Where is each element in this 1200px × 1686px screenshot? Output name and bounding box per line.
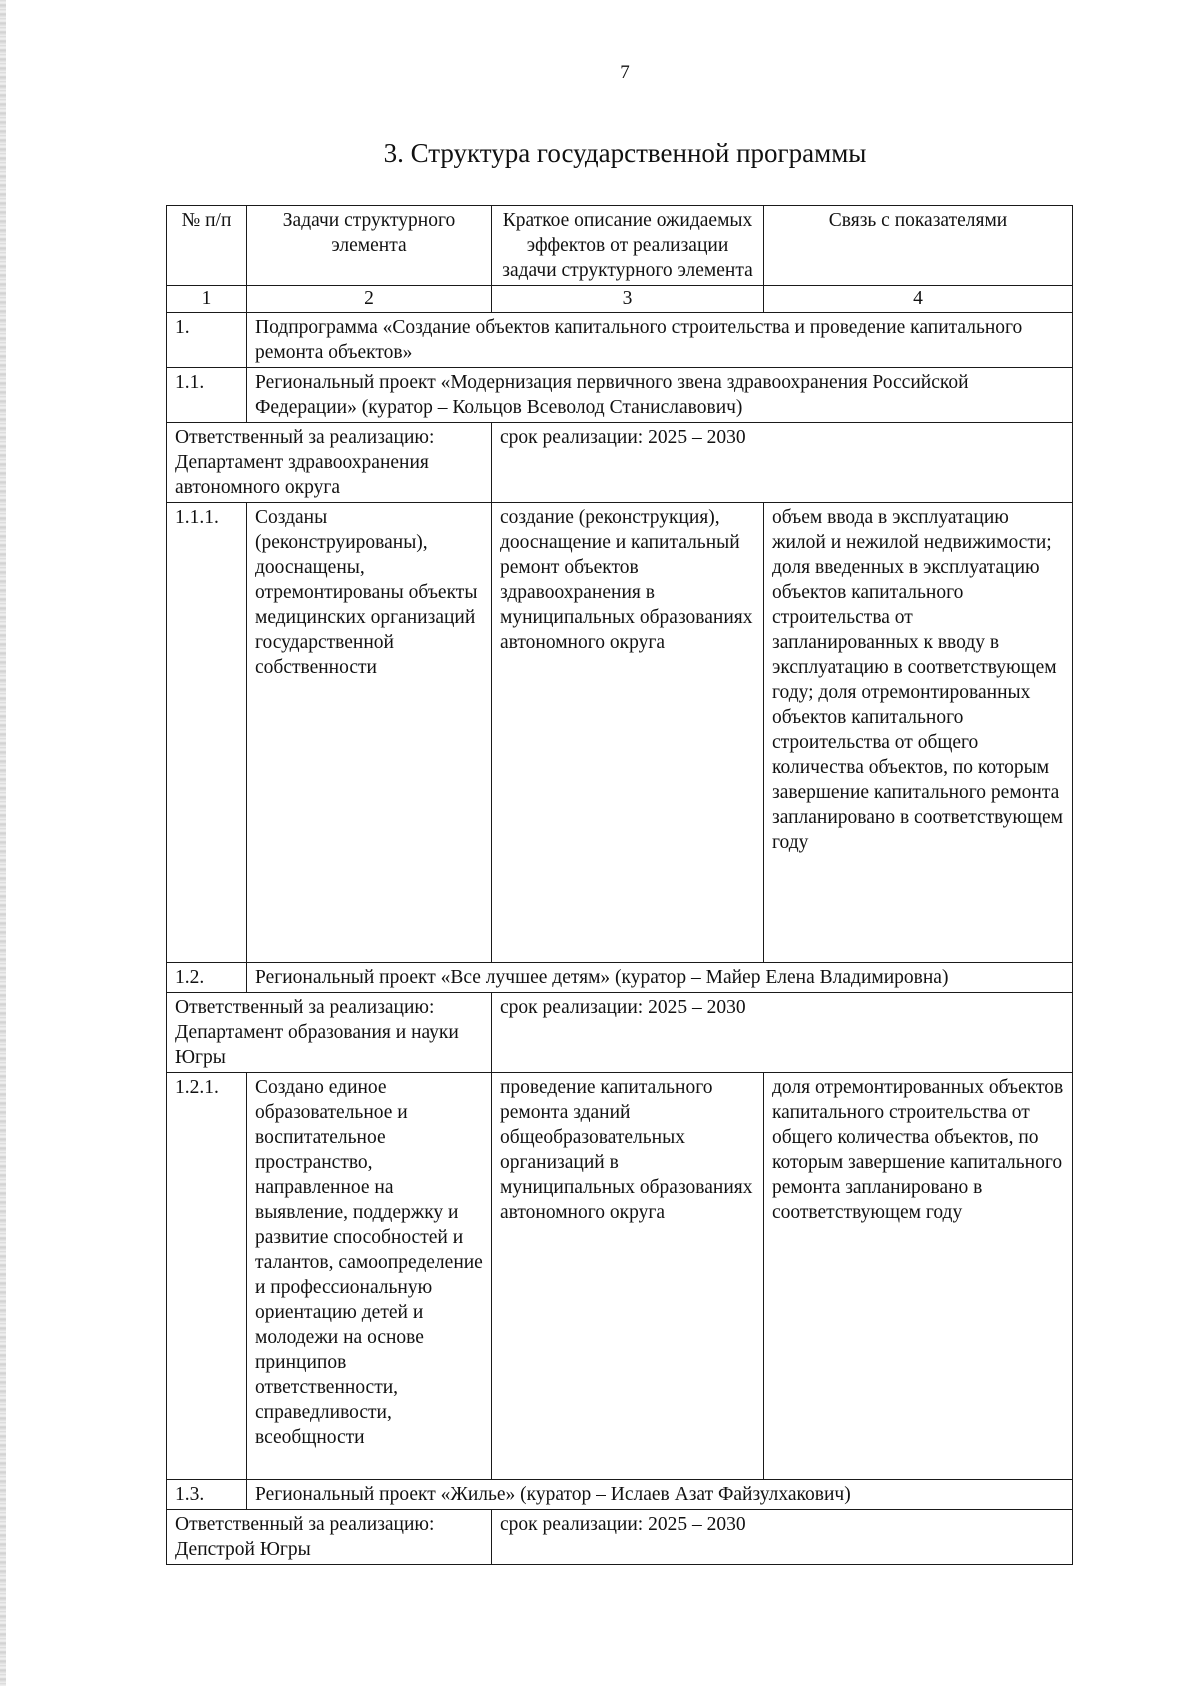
column-number: 1 [167,286,247,313]
header-number: № п/п [167,206,247,286]
term-cell: срок реализации: 2025 – 2030 [492,423,1073,503]
responsible-row [167,1510,1073,1565]
column-number-row [167,286,1073,313]
header-row [167,206,1073,286]
project-code: 1.2. [167,963,247,993]
task-indicators: объем ввода в эксплуатацию жилой и нежилой недвижимости; доля введенных в эксплуатацию объектов капитального строительства от запланированных к вводу в эксплуатацию в соответствующем году; доля отремонтированных объектов капитального строительства от общего количества объектов, по которым завершение капитального ремонта запланировано в соответствующем году [764,503,1073,963]
task-indicators: доля отремонтированных объектов капитального строительства от общего количества объектов, по которым завершение капитального ремонта запланировано в соответствующем году [764,1073,1073,1480]
subprogram-code: 1. [167,313,247,368]
responsible-cell: Ответственный за реализацию: Департамент здравоохранения автономного округа [167,423,492,503]
responsible-row [167,993,1073,1073]
task-row [167,503,1073,963]
task-code: 1.1.1. [167,503,247,963]
project-code: 1.3. [167,1480,247,1510]
task-description: Созданы (реконструированы), дооснащены, отремонтированы объекты медицинских организаций государственной собственности [247,503,492,963]
section-title: 3. Структура государственной программы [383,138,867,168]
task-description: Создано единое образовательное и воспитательное пространство, направленное на выявление, поддержку и развитие способностей и талантов, самоопределение и профессиональную ориентацию детей и молодежи на основе принципов ответственности, справедливости, всеобщности [247,1073,492,1480]
project-title: Региональный проект «Модернизация первичного звена здравоохранения Российской Федерации» (куратор – Кольцов Всеволод Станиславович) [247,368,1073,423]
task-row [167,1073,1073,1480]
project-row [167,1480,1073,1510]
task-code: 1.2.1. [167,1073,247,1480]
task-effects: проведение капитального ремонта зданий общеобразовательных организаций в муниципальных образованиях автономного округа [492,1073,764,1480]
column-number: 3 [492,286,764,313]
project-title: Региональный проект «Все лучшее детям» (куратор – Майер Елена Владимировна) [247,963,1073,993]
column-number: 4 [764,286,1073,313]
page-number: 7 [620,62,630,83]
column-number: 2 [247,286,492,313]
term-cell: срок реализации: 2025 – 2030 [492,993,1073,1073]
scan-edge [0,0,6,1686]
project-row [167,963,1073,993]
project-code: 1.1. [167,368,247,423]
header-task: Задачи структурного элемента [247,206,492,286]
responsible-cell: Ответственный за реализацию: Депстрой Югры [167,1510,492,1565]
responsible-cell: Ответственный за реализацию: Департамент образования и науки Югры [167,993,492,1073]
header-indicators: Связь с показателями [764,206,1073,286]
responsible-row [167,423,1073,503]
task-effects: создание (реконструкция), дооснащение и капитальный ремонт объектов здравоохранения в муниципальных образованиях автономного округа [492,503,764,963]
subprogram-row [167,313,1073,368]
term-cell: срок реализации: 2025 – 2030 [492,1510,1073,1565]
project-title: Региональный проект «Жилье» (куратор – Ислаев Азат Файзулхакович) [247,1480,1073,1510]
header-effects: Краткое описание ожидаемых эффектов от реализации задачи структурного элемента [492,206,764,286]
project-row [167,368,1073,423]
structure-table [166,205,1073,1565]
subprogram-title: Подпрограмма «Создание объектов капитального строительства и проведение капитального ремонта объектов» [247,313,1073,368]
